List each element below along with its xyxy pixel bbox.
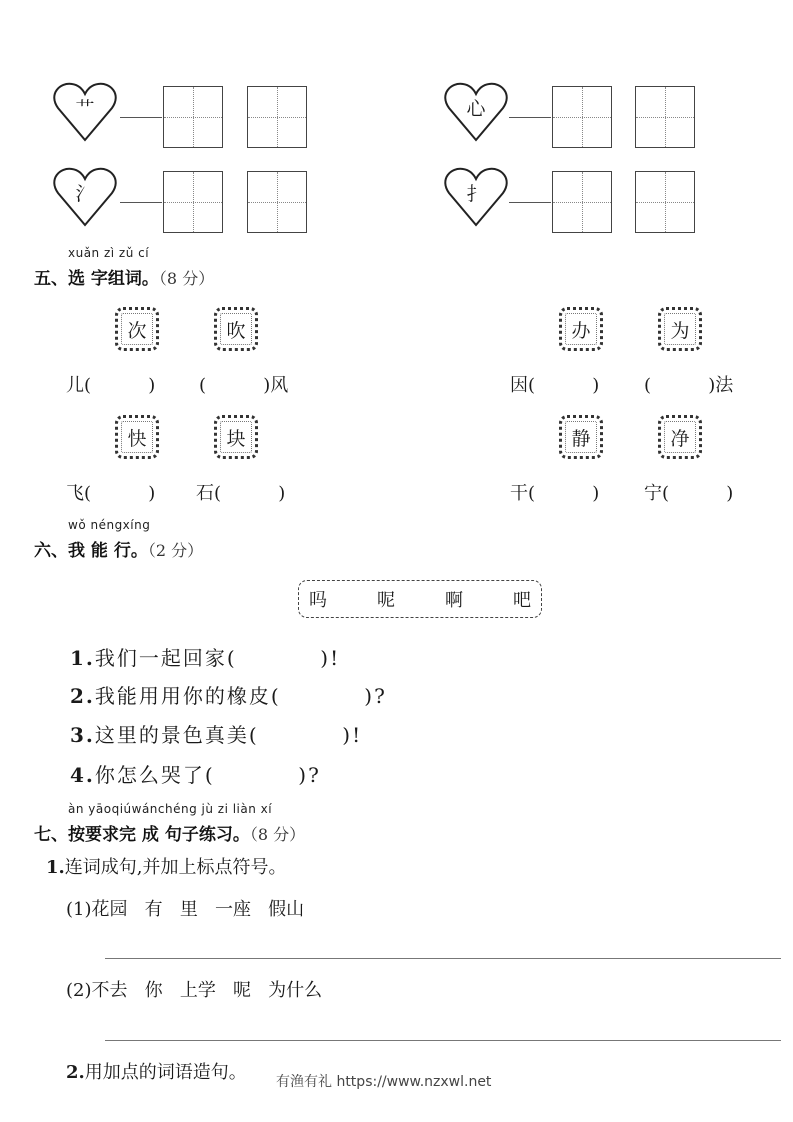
section7-score: （8 分） — [249, 825, 306, 844]
writing-grid[interactable] — [635, 86, 695, 148]
char-option: 办 — [559, 307, 603, 351]
heart-radical-3: 心 — [443, 80, 509, 142]
section7-heading — [34, 820, 305, 845]
question-4[interactable]: 4.你怎么哭了( )? — [70, 763, 321, 787]
char-option: 块 — [214, 415, 258, 459]
writing-grid[interactable] — [247, 171, 307, 233]
connector-line — [120, 202, 162, 203]
section6-score: （2 分） — [147, 541, 204, 560]
question-1[interactable]: 1.我们一起回家( )! — [70, 646, 341, 670]
item-2: (2)不去 你 上学 呢 为什么 — [66, 980, 323, 1001]
word-bank — [298, 580, 542, 618]
section7-title: 七、按要求完 成 句子练习。 — [34, 825, 250, 845]
fill-blank[interactable]: 宁( ) — [644, 483, 734, 504]
fill-blank[interactable]: ( )风 — [199, 375, 289, 396]
fill-blank[interactable]: 飞( ) — [66, 483, 156, 504]
fill-blank[interactable]: ( )法 — [644, 375, 734, 396]
char-option: 次 — [115, 307, 159, 351]
fill-blank[interactable]: 因( ) — [510, 375, 600, 396]
char-option: 静 — [559, 415, 603, 459]
char-option: 为 — [658, 307, 702, 351]
section5-score: （8 分） — [158, 269, 215, 288]
section5-heading — [34, 264, 214, 289]
writing-grid[interactable] — [247, 86, 307, 148]
item-1: (1)花园 有 里 一座 假山 — [66, 899, 305, 920]
section7-pinyin: àn yāoqiúwánchéng jù zi liàn xí — [68, 802, 273, 816]
fill-blank[interactable]: 儿( ) — [66, 375, 156, 396]
heart-radical-2: 氵 — [52, 165, 118, 227]
heart-radical-4: 扌 — [443, 165, 509, 227]
fill-blank[interactable]: 干( ) — [510, 483, 600, 504]
watermark: 有渔有礼 https://www.nzxwl.net — [276, 1074, 492, 1090]
char-option: 快 — [115, 415, 159, 459]
word-option: 吗 — [309, 590, 327, 611]
writing-grid[interactable] — [163, 86, 223, 148]
writing-grid[interactable] — [552, 86, 612, 148]
section6-heading — [34, 536, 203, 561]
word-option: 吧 — [513, 590, 531, 611]
section6-title: 六、我 能 行。 — [34, 541, 148, 561]
fill-blank[interactable]: 石( ) — [196, 483, 286, 504]
char-option: 净 — [658, 415, 702, 459]
char-option: 吹 — [214, 307, 258, 351]
connector-line — [120, 117, 162, 118]
connector-line — [509, 117, 551, 118]
writing-grid[interactable] — [635, 171, 695, 233]
answer-line[interactable] — [105, 958, 781, 959]
writing-grid[interactable] — [552, 171, 612, 233]
heart-radical-1: 艹 — [52, 80, 118, 142]
question-2[interactable]: 2.我能用用你的橡皮( )? — [70, 684, 387, 708]
section5-pinyin: xuǎn zì zǔ cí — [68, 246, 150, 260]
answer-line[interactable] — [105, 1040, 781, 1041]
task-1: 1.连词成句,并加上标点符号。 — [46, 857, 287, 878]
section5-title: 五、选 字组词。 — [34, 269, 159, 289]
word-option: 啊 — [445, 590, 463, 611]
word-option: 呢 — [377, 590, 395, 611]
connector-line — [509, 202, 551, 203]
section6-pinyin: wǒ néngxíng — [68, 518, 151, 532]
task-2: 2.用加点的词语造句。 — [66, 1062, 247, 1083]
writing-grid[interactable] — [163, 171, 223, 233]
question-3[interactable]: 3.这里的景色真美( )! — [70, 723, 363, 747]
